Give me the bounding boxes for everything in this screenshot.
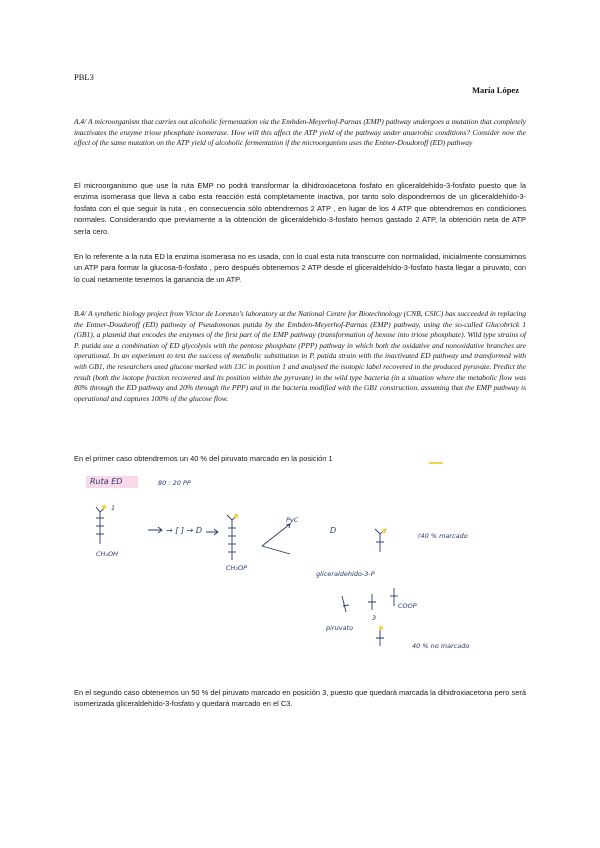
pyruvate-label: piruvato [326,624,354,632]
handwritten-sketch [0,470,600,670]
ch2oh-label: CH₂OH [96,550,119,558]
intermediate-structure [227,515,238,560]
flux-split-label: 80 : 20 PP [158,479,191,487]
label-dot-1 [102,505,106,509]
document-code: PBL3 [74,72,94,82]
answer-b4-gb1: En el segundo caso obtenemos un 50 % del piruvato marcado en posición 3, puesto que quedará marcada la dihidroxiacetona pero será isomerizada gliceraldehído-3-fosfato y quedará marcado en el C3. [74,688,526,709]
question-a4: A.4/ A microorganism that carries out alcoholic fermentation via the Embden-Meyerhof-Parnas (EMP) pathway undergoes a mutation that completely inactivates the enzyme triose phosphate isomerase. How will this affect the ATP yield of the pathway under anaerobic conditions? Consider now the effect of the same mutation on the ATP yield of alcoholic fermentation if the microorganism uses the Entner-Doudoroff (ED) pathway [74,117,526,148]
carbon-3-label: 3 [372,614,377,622]
d-label: D [330,526,337,535]
g3p-label: gliceraldehído-3-P [316,570,375,578]
glucose-structure [96,507,106,544]
percent-marked-label: (40 % marcado [418,532,468,540]
pyruvate-structure [342,588,398,646]
ch2op-label: CH₂OP [226,564,248,572]
author-name: María López [472,85,519,95]
pyc-label: PyC [286,516,299,524]
highlight-mark [429,462,443,464]
answer-a4-ed: En lo referente a la ruta ED la enzima isomerasa no es usada, con lo cual esta ruta transcurre con normalidad, inicialmente consumimos un ATP para formar la glucosa-6-fosfato , pero después obtenemos 2 ATP desde el gliceraldehído-3-fosfato hasta llegar a piruvato, con lo cual netamente tenemos la ganancia de un ATP. [74,252,526,284]
answer-b4-wild-type: En el primer caso obtendremos un 40 % del piruvato marcado en la posición 1 [74,454,333,463]
coop-label: COOP [398,602,417,610]
percent-unmarked-label: 40 % no marcado [412,642,470,650]
sketch-drawing [0,470,600,670]
label-dot-4 [379,626,383,630]
carbon-1-label: 1 [111,504,116,512]
question-b4: B.4/ A synthetic biology project from Víctor de Lorenzo's laboratory at the National Centre for Biotechnology (CNB, CSIC) has succeeded in replacing the Entner-Doudoroff (ED) pathway of Pseudomonas putida by the Embden-Meyerhof-Parnas (EMP) pathway, using the so-called Glucobrick 1 (GB1), a plasmid that encodes the enzymes of the first part of the EMP pathway (transformation of hexose into triose phosphate). Wild type strains of P. putida use a combination of ED glycolysis with the pentose phosphate (PPP) pathway in which both the oxidative and nonoxidative branches are operational. In an experiment to test the success of metabolic substitution in P. putida strain with the inactivated ED pathway and transformed with with GB1, the researchers used glucose marked with 13C in position 1 and analysed the isotopic label recovered in the produced pyruvate. Predict the result (both the isotope fraction recovered and its position within the pyruvate) in the wild type bacteria (in a situation where the metabolic flow was 80% through the ED pathway and 20% through the PPP) and in the bacteria modified with the GB1 construction, assuming that the EMP pathway is operational and captures 100% of the glucose flow. [74,309,526,403]
arrow-label: → [ ] → D [166,526,202,535]
label-dot-3 [382,529,386,533]
route-label: Ruta ED [90,477,123,486]
label-dot-2 [234,514,238,518]
answer-a4-emp: El microorganismo que use la ruta EMP no podrá transformar la dihidroxiacetona fosfato en gliceraldehído-3-fosfato puesto que la enzima isomerasa que lleva a cabo esta reacción está completamente inactiva, por tanto solo dispondremos de un gliceraldehído-3-fosfato con el que seguir la ruta , en consecuencia sólo obtendremos 2 ATP , en lugar de los 4 ATP que obtendremos en condiciones normales. Considerando que previamente a la obtención de gliceraldehido-3-fosfato hemos gastado 2 ATP, la obtención neta de ATP sería cero. [74,181,526,236]
